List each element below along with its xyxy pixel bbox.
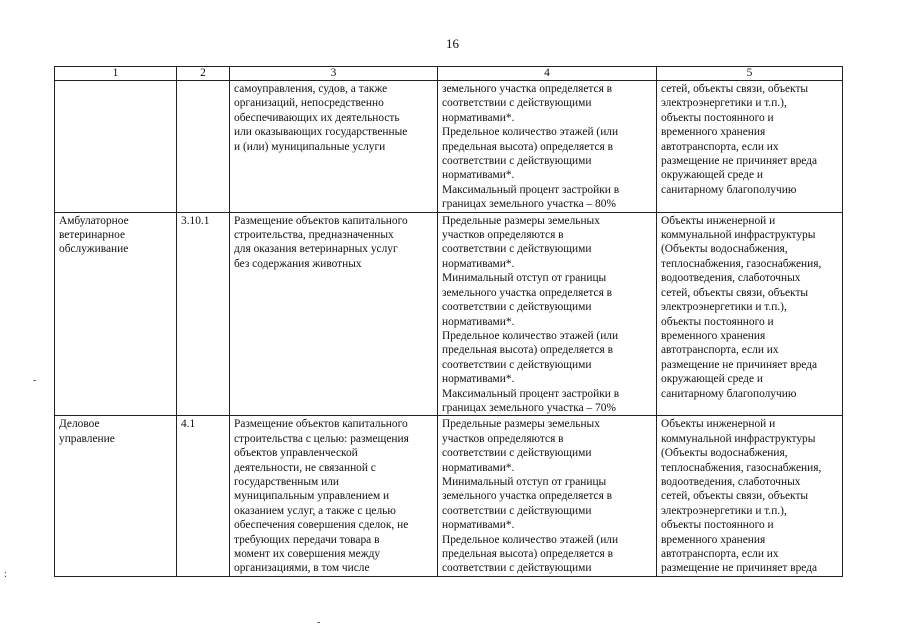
code-cell: [177, 212, 230, 416]
cell-text-line: сетей, объекты связи, объекты: [661, 490, 809, 503]
cell-text-line: автотранспорта, если их: [661, 140, 779, 153]
cell-text-line: соответствии с действующими: [442, 155, 592, 168]
cell-text-line: 3.10.1: [181, 214, 210, 227]
cell-text-line: временного хранения: [661, 533, 766, 546]
description-cell: [230, 416, 438, 576]
cell-text-line: предельная высота) определяется в: [442, 344, 613, 357]
cell-text-line: самоуправления, судов, а также: [234, 83, 388, 95]
land-use-table: [54, 66, 843, 577]
cell-text-line: предельная высота) определяется в: [442, 140, 613, 153]
cell-text-line: предельная высота) определяется в: [442, 548, 613, 560]
cell-text-line: участков определяются в: [442, 432, 564, 445]
cell-text-line: теплоснабжения, газоснабжения,: [661, 257, 822, 270]
cell-text-line: (Объекты водоснабжения,: [661, 447, 788, 460]
cell-text-line: соответствии с действующими: [442, 358, 592, 371]
cell-text-line: (Объекты водоснабжения,: [661, 243, 788, 256]
cell-text-line: ветеринарное: [59, 229, 126, 242]
description-cell: [230, 212, 438, 416]
cell-text-line: электроэнергетики и т.п.),: [661, 301, 787, 314]
description-cell: [230, 81, 438, 213]
code-cell: [177, 416, 230, 576]
auxiliary-objects-cell: [657, 212, 843, 416]
cell-text-line: Минимальный отступ от границы: [442, 475, 607, 488]
column-number: 5: [657, 67, 843, 81]
cell-text-line: соответствии с действующими: [442, 97, 592, 110]
cell-text-line: момент их совершения между: [234, 548, 381, 560]
cell-text-line: земельного участка определяется в: [442, 490, 613, 503]
auxiliary-objects-cell: [657, 81, 843, 213]
cell-text-line: электроэнергетики и т.п.),: [661, 97, 787, 110]
cell-text-line: санитарному благополучию: [661, 183, 797, 196]
cell-text-line: организациями, в том числе: [234, 562, 370, 575]
cell-text-line: Предельные размеры земельных: [442, 214, 600, 227]
cell-text-line: государственным или: [234, 475, 339, 488]
use-type-cell: [55, 212, 177, 416]
parameters-cell: [438, 416, 657, 576]
cell-text-line: организаций, непосредственно: [234, 97, 384, 110]
use-type-cell: [55, 81, 177, 213]
cell-text-line: Размещение объектов капитального: [234, 214, 408, 227]
cell-text-line: нормативами*.: [442, 373, 515, 386]
cell-text-line: Минимальный отступ от границы: [442, 272, 607, 285]
cell-text-line: объектов управленческой: [234, 447, 358, 460]
cell-text-line: объекты постоянного и: [661, 315, 774, 328]
cell-text-line: коммунальной инфраструктуры: [661, 432, 816, 445]
cell-text-line: границах земельного участка – 80%: [442, 198, 616, 211]
cell-text-line: границах земельного участка – 70%: [442, 401, 616, 414]
cell-text-line: Предельные размеры земельных: [442, 418, 600, 431]
cell-text-line: автотранспорта, если их: [661, 548, 779, 560]
cell-text-line: соответствии с действующими: [442, 562, 592, 575]
scan-mark: -: [317, 617, 321, 628]
cell-text-line: строительства, предназначенных: [234, 229, 394, 242]
table-row: [55, 416, 843, 576]
cell-text-line: Предельное количество этажей (или: [442, 126, 619, 139]
code-cell: [177, 81, 230, 213]
cell-text-line: деятельности, не связанной с: [234, 461, 376, 474]
column-number: 2: [177, 67, 230, 81]
cell-text-line: соответствии с действующими: [442, 301, 592, 314]
cell-text-line: автотранспорта, если их: [661, 344, 779, 357]
cell-text-line: оказанием услуг, а также с целью: [234, 504, 396, 517]
scan-mark: -: [33, 375, 37, 386]
cell-text-line: муниципальным управлением и: [234, 490, 390, 503]
cell-text-line: нормативами*.: [442, 257, 515, 270]
cell-text-line: соответствии с действующими: [442, 243, 592, 256]
cell-text-line: Размещение объектов капитального: [234, 418, 408, 431]
cell-text-line: нормативами*.: [442, 519, 515, 532]
cell-text-line: нормативами*.: [442, 111, 515, 124]
cell-text-line: или оказывающих государственные: [234, 126, 408, 139]
cell-text-line: земельного участка определяется в: [442, 286, 613, 299]
cell-text-line: водоотведения, слаботочных: [661, 272, 801, 285]
cell-text-line: и (или) муниципальные услуги: [234, 140, 386, 153]
column-number: 3: [230, 67, 438, 81]
cell-text-line: электроэнергетики и т.п.),: [661, 504, 787, 517]
cell-text-line: нормативами*.: [442, 169, 515, 182]
parameters-cell: [438, 81, 657, 213]
cell-text-line: коммунальной инфраструктуры: [661, 229, 816, 242]
cell-text-line: строительства с целью: размещения: [234, 432, 409, 445]
cell-text-line: Объекты инженерной и: [661, 418, 776, 431]
cell-text-line: временного хранения: [661, 329, 766, 342]
scan-mark: :: [4, 569, 7, 580]
parameters-cell: [438, 212, 657, 416]
cell-text-line: теплоснабжения, газоснабжения,: [661, 461, 822, 474]
cell-text-line: размещение не причиняет вреда: [661, 562, 818, 575]
cell-text-line: обслуживание: [59, 243, 129, 256]
cell-text-line: Максимальный процент застройки в: [442, 387, 620, 400]
cell-text-line: окружающей среде и: [661, 373, 763, 386]
cell-text-line: Предельное количество этажей (или: [442, 329, 619, 342]
cell-text-line: Амбулаторное: [59, 214, 129, 227]
cell-text-line: Предельное количество этажей (или: [442, 533, 619, 546]
cell-text-line: временного хранения: [661, 126, 766, 139]
cell-text-line: сетей, объекты связи, объекты: [661, 83, 809, 95]
column-number: 1: [55, 67, 177, 81]
cell-text-line: размещение не причиняет вреда: [661, 155, 818, 168]
cell-text-line: санитарному благополучию: [661, 387, 797, 400]
column-number-row: [55, 67, 843, 81]
auxiliary-objects-cell: [657, 416, 843, 576]
table-row: [55, 81, 843, 213]
cell-text-line: нормативами*.: [442, 461, 515, 474]
cell-text-line: соответствии с действующими: [442, 447, 592, 460]
table-row: [55, 212, 843, 416]
cell-text-line: для оказания ветеринарных услуг: [234, 243, 398, 256]
cell-text-line: земельного участка определяется в: [442, 83, 613, 95]
cell-text-line: водоотведения, слаботочных: [661, 475, 801, 488]
use-type-cell: [55, 416, 177, 576]
cell-text-line: сетей, объекты связи, объекты: [661, 286, 809, 299]
column-number: 4: [438, 67, 657, 81]
cell-text-line: размещение не причиняет вреда: [661, 358, 818, 371]
cell-text-line: управление: [59, 432, 115, 445]
cell-text-line: объекты постоянного и: [661, 519, 774, 532]
page-number: 16: [446, 36, 459, 51]
cell-text-line: без содержания животных: [234, 257, 362, 270]
cell-text-line: обеспечения совершения сделок, не: [234, 519, 409, 532]
cell-text-line: требующих передачи товара в: [234, 533, 380, 546]
cell-text-line: обеспечивающих их деятельность: [234, 111, 400, 124]
cell-text-line: объекты постоянного и: [661, 111, 774, 124]
cell-text-line: участков определяются в: [442, 229, 564, 242]
cell-text-line: Объекты инженерной и: [661, 214, 776, 227]
cell-text-line: Максимальный процент застройки в: [442, 183, 620, 196]
cell-text-line: соответствии с действующими: [442, 504, 592, 517]
cell-text-line: 4.1: [181, 418, 196, 431]
cell-text-line: окружающей среде и: [661, 169, 763, 182]
cell-text-line: нормативами*.: [442, 315, 515, 328]
cell-text-line: Деловое: [59, 418, 100, 431]
